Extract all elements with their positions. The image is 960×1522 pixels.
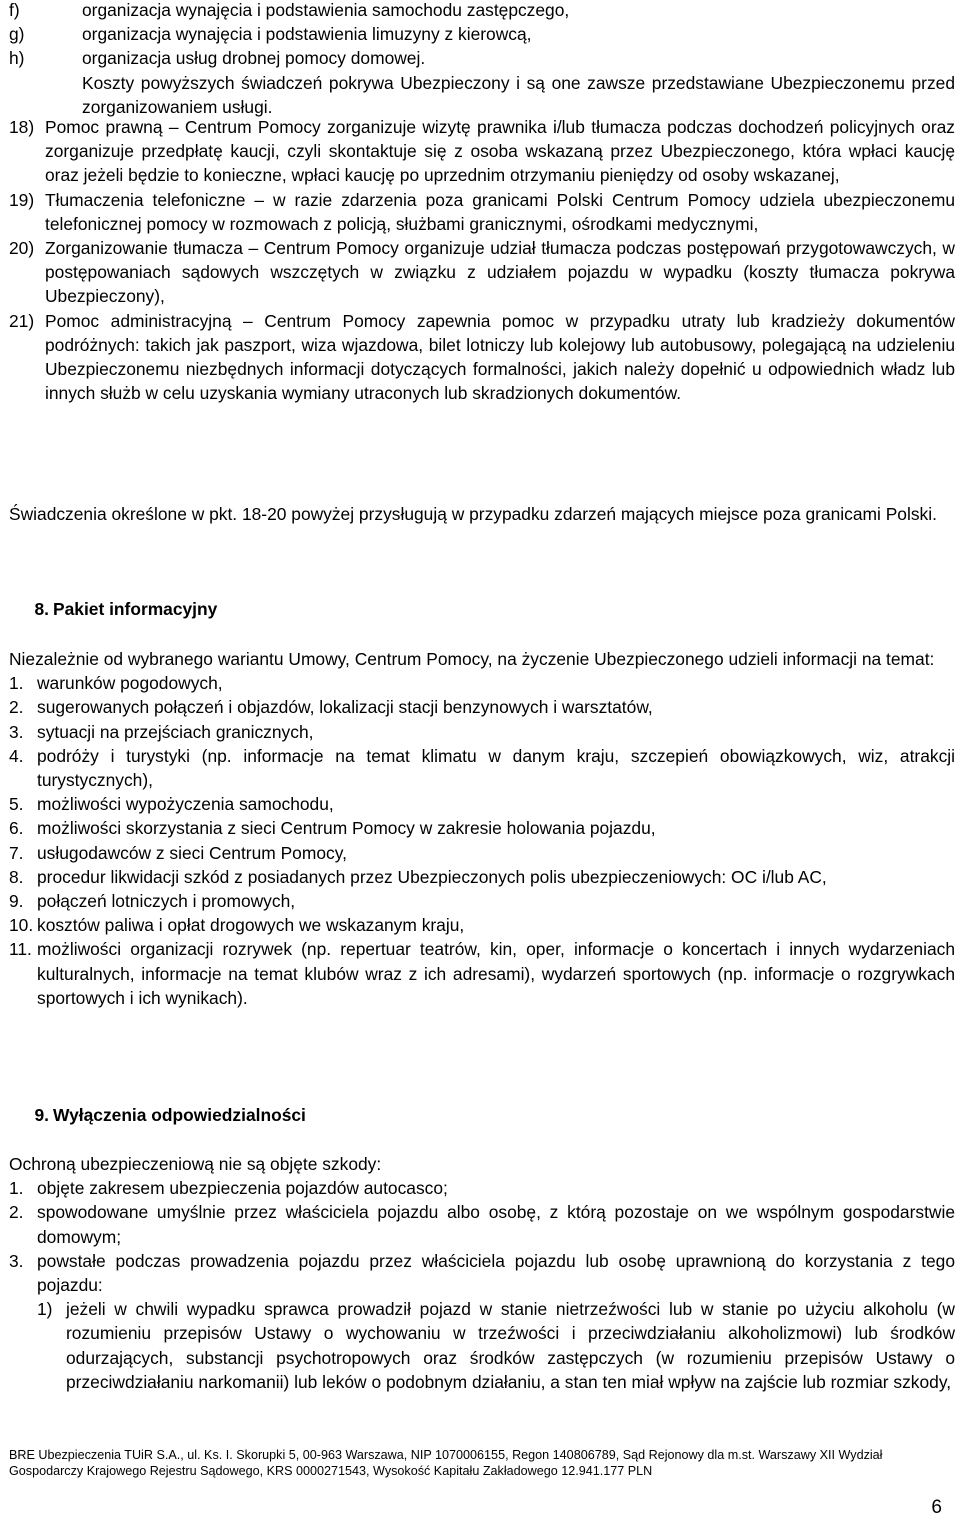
list-item-text: możliwości organizacji rozrywek (np. repertuar teatrów, kin, oper, informacje o koncertach i innych wydarzeniach kulturalnych, informacje na temat klubów wraz z ich adresami), wydarzeń sportowych (np. informacje o rozgrywkach sportowych i ich wynikach). xyxy=(37,939,955,1008)
list-item-number: 1. xyxy=(9,673,24,694)
list-item xyxy=(9,309,955,406)
list-item-number: 7. xyxy=(9,842,24,863)
list-item xyxy=(9,913,955,937)
footer-line-2: Gospodarczy Krajowego Rejestru Sądowego, KRS 0000271543, Wysokość Kapitału Zakładowego 12.941.177 PLN xyxy=(9,1464,653,1478)
list-item xyxy=(9,1176,955,1200)
section-number: 8. xyxy=(34,599,49,619)
list-item-number: g) xyxy=(9,24,25,45)
list-item xyxy=(9,1249,955,1297)
list-item xyxy=(9,889,955,913)
section-8-intro: Niezależnie od wybranego wariantu Umowy, Centrum Pomocy, na życzenie Ubezpieczonego udzieli informacji na temat: xyxy=(9,649,935,669)
list-item xyxy=(9,720,955,744)
list-item-number: 19) xyxy=(9,189,35,210)
list-item xyxy=(9,792,955,816)
list-item-number: h) xyxy=(9,48,25,69)
list-item-number: 3. xyxy=(9,1250,24,1271)
list-item xyxy=(9,236,955,309)
section-8-heading xyxy=(9,597,955,621)
list-item-number: 11. xyxy=(9,939,32,960)
list-item-number: 2. xyxy=(9,1202,24,1223)
list-item-number: 8. xyxy=(9,866,24,887)
list-item-text: kosztów paliwa i opłat drogowych we wskazanym kraju, xyxy=(37,915,465,936)
list-item-text: spowodowane umyślnie przez właściciela pojazdu albo osobę, z którą pozostaje on we wspólnym gospodarstwie domowym; xyxy=(37,1202,955,1247)
page-number: 6 xyxy=(931,1497,942,1518)
list-item-text: objęte zakresem ubezpieczenia pojazdów autocasco; xyxy=(37,1178,448,1199)
list-item xyxy=(9,22,955,46)
list-item-text: powstałe podczas prowadzenia pojazdu przez właściciela pojazdu lub osobę uprawnioną do korzystania z tego pojazdu: xyxy=(37,1250,955,1296)
sub-list-item xyxy=(9,1297,955,1394)
list-item xyxy=(9,695,955,719)
list-item-text: możliwości wypożyczenia samochodu, xyxy=(37,794,334,815)
list-item-number: 21) xyxy=(9,310,35,331)
footer-line-1: BRE Ubezpieczenia TUiR S.A., ul. Ks. I. Skorupki 5, 00-963 Warszawa, NIP 1070006155, Regon 140806789, Sąd Rejonowy dla m.st. Warszawy XII Wydział xyxy=(9,1448,883,1462)
cost-note xyxy=(9,71,955,119)
list-item-text: Pomoc administracyjną – Centrum Pomocy zapewnia pomoc w przypadku utraty lub kradzieży dokumentów podróżnych: takich jak paszport, wiza wjazdowa, bilet lotniczy lub kolejowy lub autobusowy, polegającą na udzieleniu Ubezpieczonemu niezbędnych informacji dotyczących formalności, jakich należy dopełnić u odpowiednich władz lub innych służb w celu uzyskania wymiany utraconych lub skradzionych dokumentów. xyxy=(45,310,955,404)
list-item-number: 4. xyxy=(9,745,24,766)
list-item-number: 10. xyxy=(9,915,34,936)
list-item-number: 3. xyxy=(9,721,24,742)
section-title: Wyłączenia odpowiedzialności xyxy=(53,1105,306,1125)
list-item-text: Pomoc prawną – Centrum Pomocy zorganizuje wizytę prawnika i/lub tłumacza podczas dochodzeń policyjnych oraz zorganizuje przedpłatę kaucji, czyli skontaktuje się z osoba wskazaną przez Ubezpieczonego, która wpłaci kaucję oraz jeżeli będzie to konieczne, wpłaci kaucję po uprzednim otrzymaniu pieniędzy od osoby wskazanej, xyxy=(45,117,955,186)
list-item-number: 18) xyxy=(9,117,35,137)
list-item-number: 5. xyxy=(9,794,24,815)
section-number: 9. xyxy=(34,1105,49,1125)
page-footer xyxy=(9,1447,955,1479)
list-item-text: organizacja usług drobnej pomocy domowej. xyxy=(82,48,426,69)
list-item xyxy=(9,865,955,889)
list-item-text: usługodawców z sieci Centrum Pomocy, xyxy=(37,842,347,863)
sub-list-item-text: jeżeli w chwili wypadku sprawca prowadził pojazd w stanie nietrzeźwości lub w stanie po użyciu alkoholu (w rozumieniu przepisów Ustawy o wychowaniu w trzeźwości i przeciwdziałaniu alkoholizmowi) lub środków odurzających, substancji psychotropowych oraz środków zastępczych (w rozumieniu przepisów Ustawy o przeciwdziałaniu narkomanii) lub leków o podobnym działaniu, a stan ten miał wpływ na zajście lub rozmiar szkody, xyxy=(66,1299,955,1392)
cost-note-text: Koszty powyższych świadczeń pokrywa Ubezpieczony i są one zawsze przedstawiane Ubezpieczonemu przed zorganizowaniem usługi. xyxy=(82,72,955,117)
list-item-text: warunków pogodowych, xyxy=(37,673,223,694)
list-item-text: sugerowanych połączeń i objazdów, lokalizacji stacji benzynowych i warsztatów, xyxy=(37,697,653,718)
list-item xyxy=(9,841,955,865)
list-item-text: połączeń lotniczych i promowych, xyxy=(37,891,296,912)
list-item xyxy=(9,115,955,188)
list-item-text: organizacja wynajęcia i podstawienia samochodu zastępczego, xyxy=(82,0,570,20)
list-item-text: Zorganizowanie tłumacza – Centrum Pomocy organizuje udział tłumacza podczas postępowań przygotowawczych, w postępowaniach sądowych wszczętych w związku z udziałem pojazdu w wypadku (koszty tłumacza pokrywa Ubezpieczony), xyxy=(45,238,955,307)
sub-list-item-number: 1) xyxy=(37,1299,53,1320)
list-item-text: organizacja wynajęcia i podstawienia limuzyny z kierowcą, xyxy=(82,24,532,45)
section-9-intro: Ochroną ubezpieczeniową nie są objęte szkody: xyxy=(9,1154,382,1174)
services-list xyxy=(9,115,955,405)
list-item-text: Tłumaczenia telefoniczne – w razie zdarzenia poza granicami Polski Centrum Pomocy udziela ubezpieczonemu telefonicznej pomocy w rozmowach z policją, służbami granicznymi, ośrodkami medycznymi, xyxy=(45,189,955,234)
list-item xyxy=(9,1200,955,1248)
list-item-number: 9. xyxy=(9,891,24,912)
list-item-number: 2. xyxy=(9,697,24,718)
list-item-text: procedur likwidacji szkód z posiadanych przez Ubezpieczonych polis ubezpieczeniowych: OC i/lub AC, xyxy=(37,866,827,887)
section-title: Pakiet informacyjny xyxy=(53,599,218,619)
list-item xyxy=(9,816,955,840)
section-9-body xyxy=(9,1152,955,1394)
list-item xyxy=(9,937,955,1010)
section-9-heading xyxy=(9,1103,955,1127)
list-item-text: możliwości skorzystania z sieci Centrum Pomocy w zakresie holowania pojazdu, xyxy=(37,818,656,839)
list-item-number: f) xyxy=(9,0,20,20)
list-item xyxy=(9,0,955,22)
list-item-text: sytuacji na przejściach granicznych, xyxy=(37,721,314,742)
list-item-text: podróży i turystyki (np. informacje na temat klimatu w danym kraju, szczepień obowiązkowych, wiz, atrakcji turystycznych), xyxy=(37,745,955,791)
list-item-number: 6. xyxy=(9,818,24,839)
list-item-number: 1. xyxy=(9,1178,24,1199)
list-item-number: 20) xyxy=(9,238,35,259)
list-item xyxy=(9,744,955,792)
top-list xyxy=(9,0,955,119)
list-item xyxy=(9,188,955,236)
section-8-body xyxy=(9,647,955,1010)
services-note: Świadczenia określone w pkt. 18-20 powyżej przysługują w przypadku zdarzeń mających miejsce poza granicami Polski. xyxy=(9,504,937,524)
list-item xyxy=(9,671,955,695)
list-item xyxy=(9,46,955,70)
